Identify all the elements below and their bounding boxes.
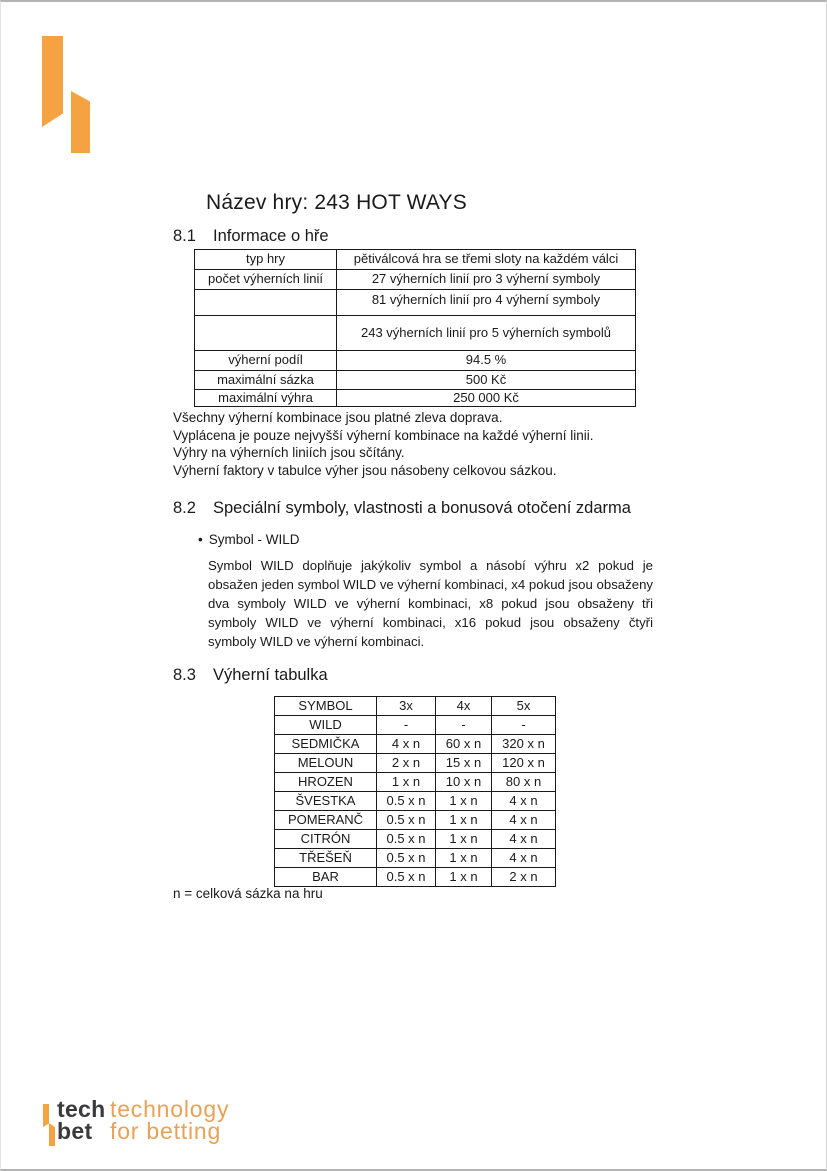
table-cell: CITRÓN — [275, 830, 377, 849]
brand-word-for-betting: for betting — [110, 1118, 222, 1144]
table-cell: pětiválcová hra se třemi sloty na každém válci — [337, 250, 636, 270]
table-header-cell: 3x — [377, 697, 436, 716]
section-number: 8.3 — [173, 666, 196, 684]
table-cell: 320 x n — [492, 735, 556, 754]
table-cell: 1 x n — [377, 773, 436, 792]
table-cell: 81 výherních linií pro 4 výherní symboly — [337, 290, 636, 316]
table-header-cell: 4x — [436, 697, 492, 716]
table-cell: 4 x n — [492, 830, 556, 849]
table-cell: 250 000 Kč — [337, 390, 636, 407]
table-cell: 0.5 x n — [377, 811, 436, 830]
table-row — [195, 316, 636, 351]
page-title: Název hry: 243 HOT WAYS — [206, 191, 467, 214]
rules-paragraph — [173, 409, 593, 479]
table-cell: MELOUN — [275, 754, 377, 773]
table-row — [275, 849, 556, 868]
table-cell: 120 x n — [492, 754, 556, 773]
section-heading-8-2 — [173, 499, 631, 518]
table-cell: 1 x n — [436, 868, 492, 887]
table-cell: 0.5 x n — [377, 830, 436, 849]
table-header-row — [275, 697, 556, 716]
table-cell: - — [492, 716, 556, 735]
rules-line: Všechny výherní kombinace jsou platné zleva doprava. — [173, 410, 503, 425]
table-row — [275, 811, 556, 830]
table-cell: typ hry — [195, 250, 337, 270]
table-cell: POMERANČ — [275, 811, 377, 830]
table-row — [195, 290, 636, 316]
table-row — [195, 371, 636, 390]
pay-table — [274, 696, 556, 887]
table-cell — [195, 290, 337, 316]
table-cell: 2 x n — [492, 868, 556, 887]
logo-bar-icon — [71, 91, 90, 153]
table-cell: 243 výherních linií pro 5 výherních symbolů — [337, 316, 636, 351]
section-title: Informace o hře — [213, 227, 329, 245]
table-row — [275, 773, 556, 792]
table-cell: 27 výherních linií pro 3 výherní symboly — [337, 270, 636, 290]
table-cell: 4 x n — [492, 811, 556, 830]
table-header-cell: SYMBOL — [275, 697, 377, 716]
table-cell: 1 x n — [436, 811, 492, 830]
table-cell: 15 x n — [436, 754, 492, 773]
wild-bullet-item — [198, 532, 300, 547]
wild-bullet-label: Symbol - WILD — [208, 532, 300, 547]
rules-line: Výhry na výherních liniích jsou sčítány. — [173, 445, 405, 461]
rules-line: Vyplácena je pouze nejvyšší výherní kombinace na každé výherní linii. — [173, 427, 594, 443]
table-row — [195, 351, 636, 371]
wild-description: Symbol WILD doplňuje jakýkoliv symbol a násobí výhru x2 pokud je obsažen jeden symbol WILD ve výherní kombinaci, x4 pokud jsou obsaženy dva symboly WILD ve výherní kombinaci, x8 pokud jsou obsaženy tři symboly WILD ve výherní kombinaci, x16 pokud jsou obsaženy čtyři symboly WILD ve výherní kombinaci. — [208, 558, 653, 649]
logo-bar-icon — [49, 1123, 55, 1146]
table-row — [195, 270, 636, 290]
brand-word-bet: bet — [57, 1118, 93, 1144]
brand-word-tech: tech — [57, 1096, 106, 1122]
table-cell — [195, 316, 337, 351]
game-info-table — [194, 249, 636, 407]
table-cell: HROZEN — [275, 773, 377, 792]
table-cell: 4 x n — [492, 849, 556, 868]
table-cell: BAR — [275, 868, 377, 887]
table-row — [195, 250, 636, 270]
table-cell: 0.5 x n — [377, 868, 436, 887]
logo-bar-icon — [43, 1104, 49, 1127]
brand-word-technology: technology — [110, 1096, 230, 1122]
footer-brand-line-2 — [57, 1120, 229, 1142]
section-title: Výherní tabulka — [213, 666, 328, 684]
table-cell: výherní podíl — [195, 351, 337, 371]
table-cell: počet výherních linií — [195, 270, 337, 290]
table-cell: 4 x n — [492, 792, 556, 811]
table-cell: 500 Kč — [337, 371, 636, 390]
table-cell: 0.5 x n — [377, 792, 436, 811]
bullet-icon: • — [198, 532, 203, 547]
table-cell: 1 x n — [436, 849, 492, 868]
table-cell: maximální sázka — [195, 371, 337, 390]
section-number: 8.1 — [173, 227, 196, 245]
table-cell: - — [377, 716, 436, 735]
table-cell: 2 x n — [377, 754, 436, 773]
table-cell: 80 x n — [492, 773, 556, 792]
table-cell: - — [436, 716, 492, 735]
table-cell: WILD — [275, 716, 377, 735]
table-cell: 4 x n — [377, 735, 436, 754]
section-number: 8.2 — [173, 499, 196, 517]
rules-line: Výherní faktory v tabulce výher jsou násobeny celkovou sázkou. — [173, 462, 557, 478]
table-cell: 10 x n — [436, 773, 492, 792]
section-heading-8-1 — [173, 227, 329, 246]
logo-bar-icon — [42, 36, 63, 127]
table-row — [195, 390, 636, 407]
table-row — [275, 735, 556, 754]
table-cell: SEDMIČKA — [275, 735, 377, 754]
table-cell: 1 x n — [436, 830, 492, 849]
table-cell: maximální výhra — [195, 390, 337, 407]
table-row — [275, 792, 556, 811]
table-header-cell: 5x — [492, 697, 556, 716]
table-cell: TŘEŠEŇ — [275, 849, 377, 868]
table-row — [275, 716, 556, 735]
section-title: Speciální symboly, vlastnosti a bonusová otočení zdarma — [213, 499, 631, 517]
bet-note: n = celková sázka na hru — [173, 886, 323, 901]
table-cell: ŠVESTKA — [275, 792, 377, 811]
table-row — [275, 830, 556, 849]
footer-brand-text — [57, 1098, 229, 1142]
footer-brand-line-1 — [57, 1098, 229, 1120]
table-cell: 94.5 % — [337, 351, 636, 371]
table-cell: 0.5 x n — [377, 849, 436, 868]
section-heading-8-3 — [173, 666, 328, 685]
table-row — [275, 868, 556, 887]
table-cell: 60 x n — [436, 735, 492, 754]
table-cell: 1 x n — [436, 792, 492, 811]
table-row — [275, 754, 556, 773]
